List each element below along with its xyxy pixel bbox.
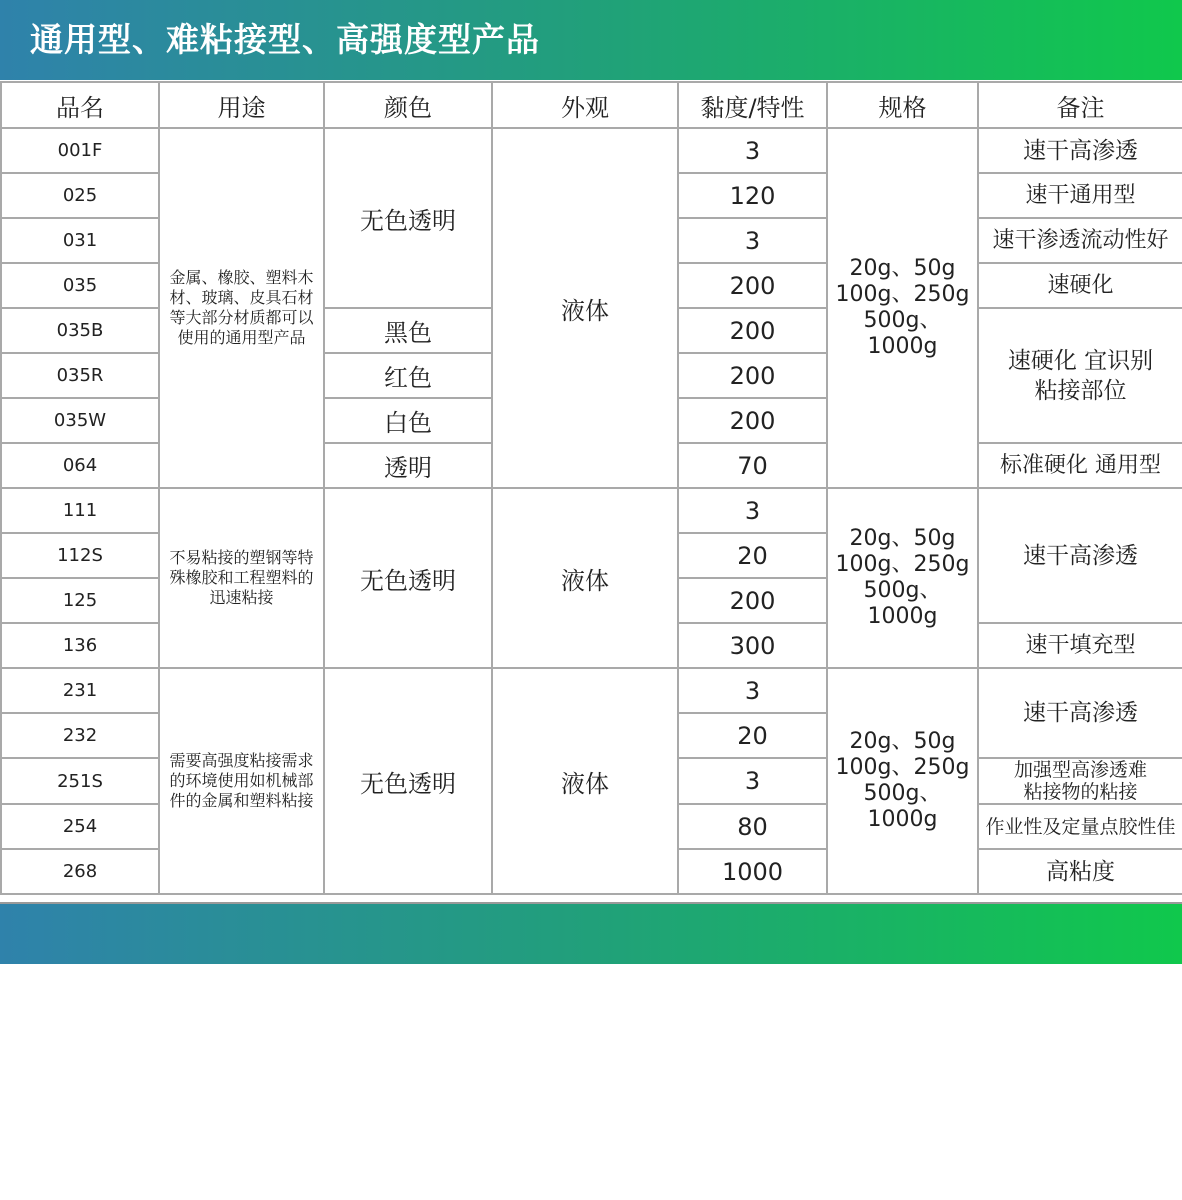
header-usage: 用途	[159, 82, 324, 128]
header-color: 颜色	[324, 82, 492, 128]
viscosity-cell: 3	[678, 668, 827, 713]
product-name: 001F	[1, 128, 159, 173]
color-cell: 无色透明	[324, 128, 492, 308]
header-spec: 规格	[827, 82, 978, 128]
product-name: 111	[1, 488, 159, 533]
table-row	[1, 668, 1182, 713]
header-appearance: 外观	[492, 82, 678, 128]
note-cell: 速干高渗透	[978, 488, 1182, 623]
title-banner	[0, 0, 1182, 80]
product-name: 125	[1, 578, 159, 623]
color-cell: 黑色	[324, 308, 492, 353]
viscosity-cell: 20	[678, 533, 827, 578]
note-cell: 高粘度	[978, 849, 1182, 894]
color-cell: 透明	[324, 443, 492, 488]
table-row	[1, 488, 1182, 533]
product-name: 232	[1, 713, 159, 758]
viscosity-cell: 200	[678, 308, 827, 353]
viscosity-cell: 200	[678, 263, 827, 308]
product-name: 231	[1, 668, 159, 713]
note-cell: 速硬化	[978, 263, 1182, 308]
product-name: 136	[1, 623, 159, 668]
product-name: 035B	[1, 308, 159, 353]
color-cell: 无色透明	[324, 488, 492, 668]
viscosity-cell: 300	[678, 623, 827, 668]
product-table	[0, 81, 1182, 895]
appearance-cell: 液体	[492, 128, 678, 488]
note-cell: 作业性及定量点胶性佳	[978, 804, 1182, 849]
footer-banner	[0, 902, 1182, 964]
product-name: 025	[1, 173, 159, 218]
note-cell: 速干填充型	[978, 623, 1182, 668]
viscosity-cell: 3	[678, 218, 827, 263]
note-cell: 速干高渗透	[978, 668, 1182, 758]
spec-cell: 20g、50g 100g、250g 500g、1000g	[827, 488, 978, 668]
product-name: 251S	[1, 758, 159, 804]
usage-cell: 金属、橡胶、塑料木材、玻璃、皮具石材等大部分材质都可以使用的通用型产品	[159, 128, 324, 488]
product-name: 112S	[1, 533, 159, 578]
product-name: 035	[1, 263, 159, 308]
product-name: 031	[1, 218, 159, 263]
viscosity-cell: 70	[678, 443, 827, 488]
header-viscosity: 黏度/特性	[678, 82, 827, 128]
viscosity-cell: 1000	[678, 849, 827, 894]
product-name: 064	[1, 443, 159, 488]
viscosity-cell: 80	[678, 804, 827, 849]
page-title: 通用型、难粘接型、高强度型产品	[30, 20, 540, 59]
product-name: 268	[1, 849, 159, 894]
note-cell: 标准硬化 通用型	[978, 443, 1182, 488]
table-header-row	[1, 82, 1182, 128]
appearance-cell: 液体	[492, 488, 678, 668]
spec-cell: 20g、50g 100g、250g 500g、1000g	[827, 128, 978, 488]
usage-cell: 不易粘接的塑钢等特殊橡胶和工程塑料的迅速粘接	[159, 488, 324, 668]
note-cell: 加强型高渗透难粘接物的粘接	[978, 758, 1182, 804]
color-cell: 无色透明	[324, 668, 492, 894]
note-cell: 速干渗透流动性好	[978, 218, 1182, 263]
spec-cell: 20g、50g 100g、250g 500g、1000g	[827, 668, 978, 894]
viscosity-cell: 20	[678, 713, 827, 758]
note-cell: 速干通用型	[978, 173, 1182, 218]
usage-cell: 需要高强度粘接需求的环境使用如机械部件的金属和塑料粘接	[159, 668, 324, 894]
viscosity-cell: 3	[678, 128, 827, 173]
color-cell: 红色	[324, 353, 492, 398]
viscosity-cell: 120	[678, 173, 827, 218]
product-name: 035W	[1, 398, 159, 443]
note-cell: 速干高渗透	[978, 128, 1182, 173]
table-row	[1, 128, 1182, 173]
product-name: 035R	[1, 353, 159, 398]
product-name: 254	[1, 804, 159, 849]
note-cell: 速硬化 宜识别粘接部位	[978, 308, 1182, 443]
viscosity-cell: 200	[678, 353, 827, 398]
appearance-cell: 液体	[492, 668, 678, 894]
header-name: 品名	[1, 82, 159, 128]
color-cell: 白色	[324, 398, 492, 443]
viscosity-cell: 200	[678, 398, 827, 443]
viscosity-cell: 200	[678, 578, 827, 623]
viscosity-cell: 3	[678, 758, 827, 804]
header-note: 备注	[978, 82, 1182, 128]
viscosity-cell: 3	[678, 488, 827, 533]
